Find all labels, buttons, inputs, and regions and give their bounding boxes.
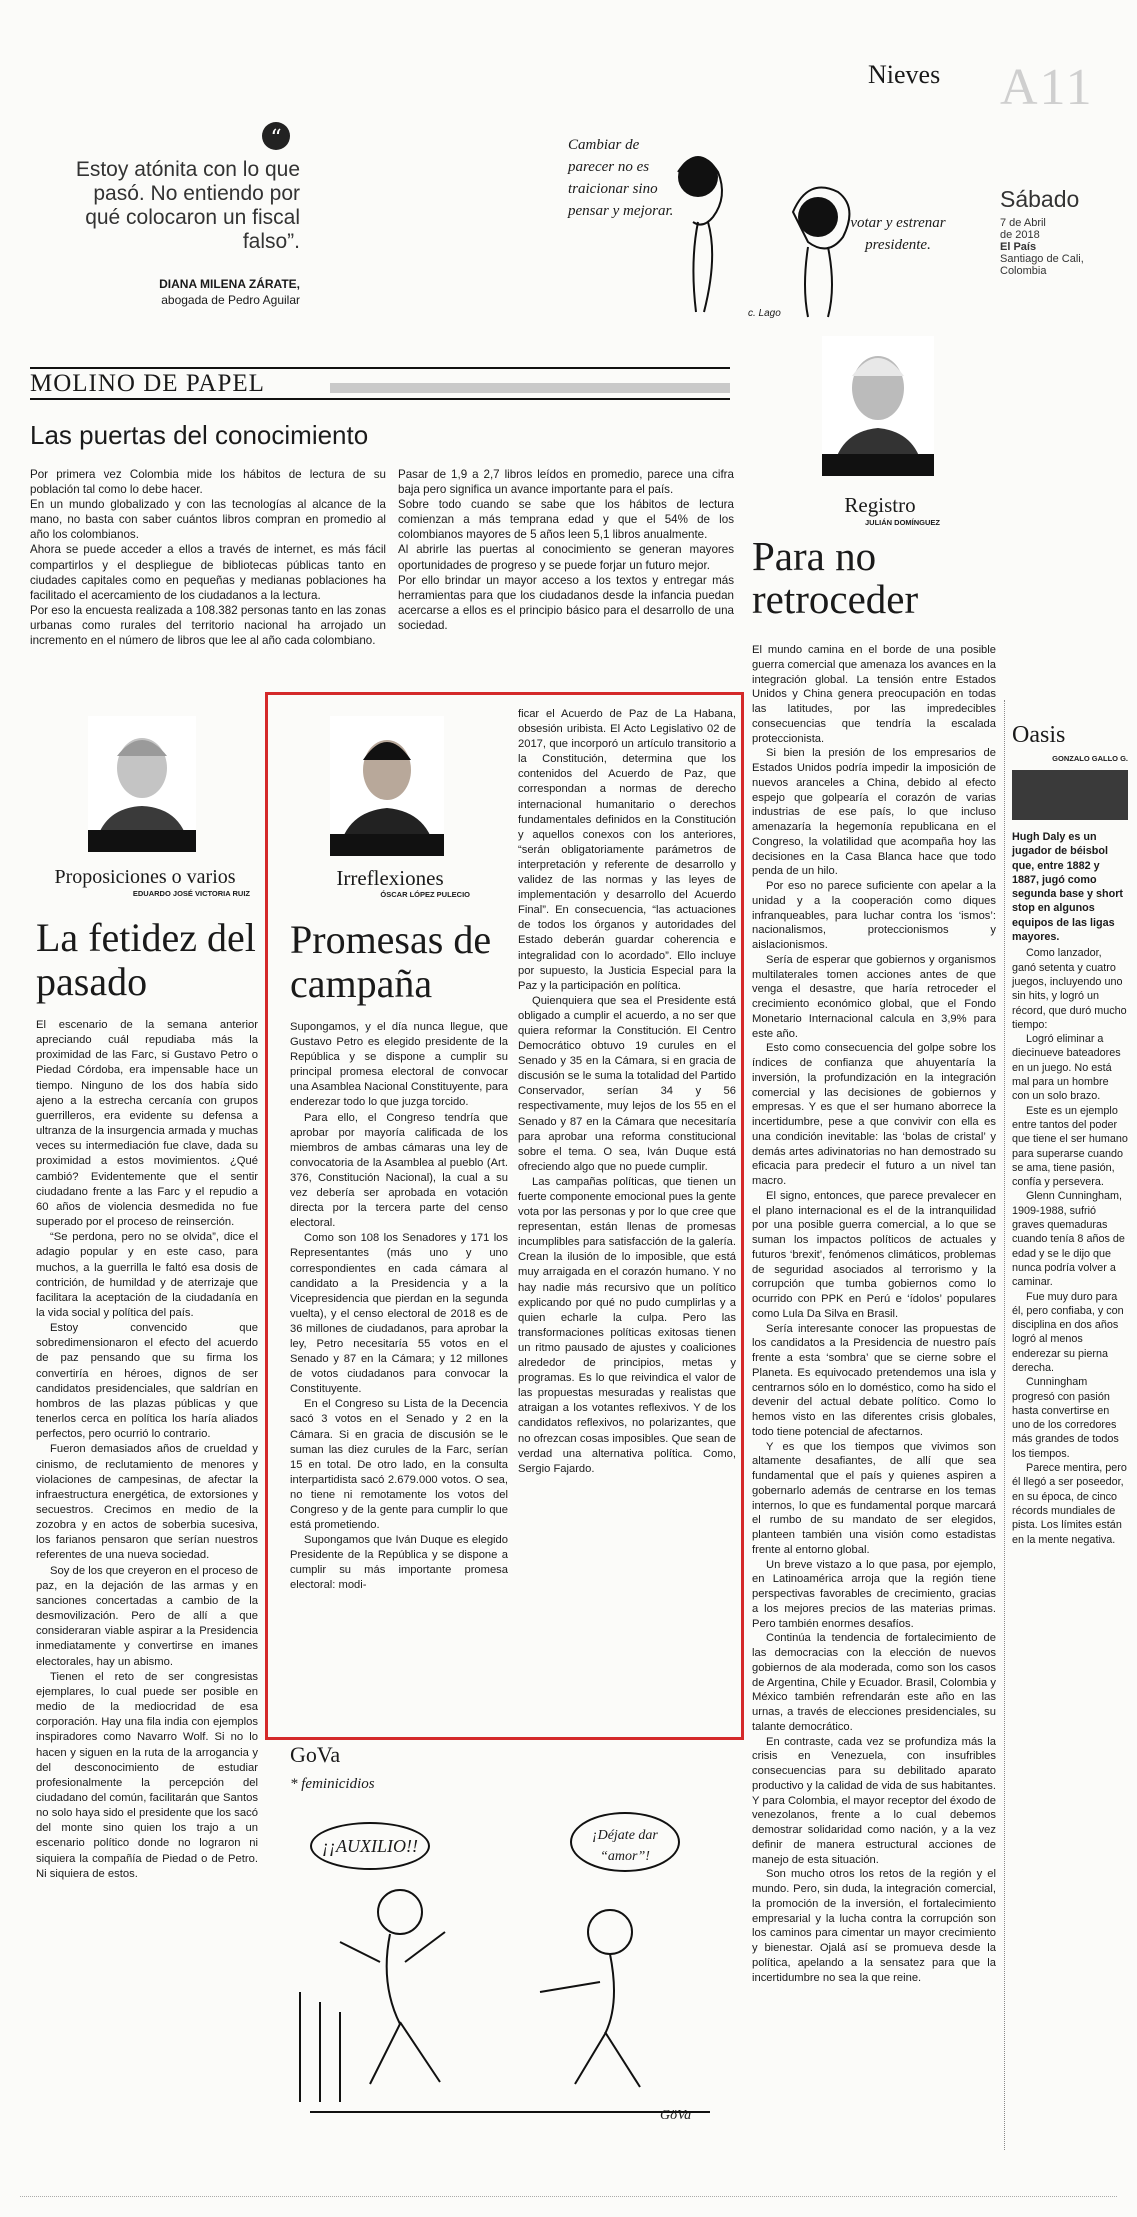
molino-col-2 [398,467,734,633]
oasis-paragraph: Glenn Cunningham, 1909-1988, sufrió graves quemaduras cuando tenía 8 años de edad y se le dijo que nunca podría volver a caminar. [1012,1190,1125,1289]
molino-paragraph: Por primera vez Colombia mide los hábitos de lectura de su población tal como lo debe hacer. [30,468,386,497]
molino-paragraph: Sobre todo cuando se sabe que los hábitos de lectura comienzan a más temprana edad y que el 54% de los colombianos mayores de 5 años leen 5,1 libros anualmente. [398,498,734,542]
registro-photo [822,336,934,476]
quote-author: DIANA MILENA ZÁRATE, [159,277,300,291]
city-line-2: Colombia [1000,265,1047,277]
registro-paragraph: Continúa la tendencia de fortalecimiento de las democracias con la elección de nuevos gobiernos de ala moderada, como son los casos de Argentina, Chile y Ecuador. Brasil, Colombia y México también refrendarán este año en las urnas, a través de elecciones presidenciales, su talante democrático. [752,1632,996,1733]
banner-shade [330,383,730,393]
molino-paragraph: Pasar de 1,9 a 2,7 libros leídos en promedio, parece una cifra baja pero significa un avance importante para el país. [398,468,734,497]
molino-paragraph: Por eso la encuesta realizada a 108.382 personas tanto en las zonas urbanas como rurales del territorio nacional ha arrojado un incremento en el número de libros que lee al año cada colombiano. [30,603,386,648]
molino-paragraph: Al abrirle las puertas al conocimiento se generan mayores oportunidades de progreso y se puede forjar un futuro mejor. [398,543,734,572]
date-line-2: de 2018 [1000,229,1040,241]
page-number: A11 [1000,59,1094,116]
oasis-author: GONZALO GALLO G. [1052,754,1128,763]
bottom-rule [20,2196,1117,2197]
column-divider [1004,700,1005,2150]
registro-paragraph: El signo, entonces, que parece prevalecer en el plano internacional es el de la intranquilidad por una posible guerra comercial, a lo que se suman los impactos políticos de actuales y futuros ‘brexit’, fenómenos climáticos, problemas de seguridad asociados al terrorismo y la corrupción que tumba gobiernos como lo ocurrido con PPK en Perú e ‘ídolos’ populares como Lula Da Silva en Brasil. [752,1189,996,1320]
speech-bubble-right [570,1812,680,1872]
registro-paragraph: Esto como consecuencia del golpe sobre los índices de confianza que ahuyentaría la inversión, la profundización en la integración comercial y las decisiones de gobiernos y empresas. Y es que el ser humano aborrece la incertidumbre, pese a que convivir con ella es una condición inevitable: las ‘bolas de cristal’ y demás artes adivinatorias no han demostrado su eficacia para predecir el futuro a un nivel tan macro. [752,1042,996,1187]
proposiciones-paragraph: Estoy convencido que sobredimensionaron el efecto del acuerdo de paz pensando que su firma los convertiría en héroes, dignos de ser candidatos presidenciales, que saldrían en hombros de las plazas públicas y que tenerlos cerca en política los haría aliados perfectos, pero ocurrió lo contrario. [36,1322,258,1441]
bubble-right-text: ¡Déjate dar “amor”! [592,1828,658,1864]
registro-paragraph: Y es que los tiempos que vivimos son altamente desafiantes, de allí que sea fundamental que el país y quienes aspiren a gobernarlo además de centrarse en los temas internos, lo que es fundamental porque marcará el rumbo de su mandato de ser elegidos, planteen también una visión como estadistas frente al entorno global. [752,1440,996,1556]
quote-text: Estoy atónita con lo que pasó. No entiendo por qué colocaron un fiscal falso”. [75,158,300,253]
irreflexiones-paragraph: Supongamos, y el día nunca llegue, que Gustavo Petro es elegido presidente de la República y se dispone a cumplir su principal promesa electoral de convocar una Asamblea Nacional Constituyente, para enderezar todo lo que juzga torcido. [290,1021,508,1109]
oasis-paragraph: Logró eliminar a diecinueve bateadores en un juego. No está mal para un hombre con un solo brazo. [1012,1033,1121,1103]
proposiciones-paragraph: “Se perdona, pero no se olvida”, dice el adagio popular y en este caso, para muchos, a la guerrilla le faltó esa dosis de contrición, de humildad y de aterrizaje que facilitara la aceptación de la ciudadanía en la vida social y política del país. [36,1231,258,1319]
proposiciones-paragraph: El escenario de la semana anterior apreciando cuál repudiaba más la proximidad de las Farc, si Gustavo Petro o Piedad Córdoba, era impensable hace un tiempo. Ninguno de los dos había sido ajeno a la estrecha cercanía con grupos guerrilleros, era evidente su defensa a ultranza de la insurgencia armada y muchas veces su intermediación fue clave, dada su proximidad a estos movimientos. ¿Qué cambió? Evidentemente que el sentir ciudadano frente a las Farc y el repudio a 60 años de violencia desmedida no fue superado por el proceso de reinserción. [36,1019,258,1229]
irreflexiones-col-1 [290,1020,508,1594]
speech-bubble-left [310,1822,430,1870]
molino-col-1 [30,467,386,648]
day-label: Sábado [1000,186,1080,212]
section-name: Nieves [868,60,941,89]
oasis-lead: Hugh Daly es un jugador de béisbol que, entre 1882 y 1887, jugó como segunda base y short stop en algunos equipos de las ligas mayores. [1012,831,1124,944]
proposiciones-body [36,1018,258,1882]
molino-paragraph: Por ello brindar un mayor acceso a los textos y entregar más herramientas para que los ciudadanos desde la infancia puedan acercarse a ellos es el principio básico para el desarrollo de una sociedad. [398,573,734,632]
cartoon-signature: c. Lago [748,308,781,319]
registro-paragraph: Sería interesante conocer las propuestas de los candidatos a la Presidencia de nuestro país frente a esta ‘sombra’ que se cierne sobre el Planeta. Es equivocado pretendemos una isla y centrarnos sólo en lo doméstico, como ha sido el devenir del actual debate político. Como lo hemos visto en las diferentes crisis globales, todo tiene potencial de afectarnos. [752,1322,996,1438]
proposiciones-paragraph: Tienen el reto de ser congresistas ejemplares, lo cual puede ser posible en medio de la mediocridad de esa corporación. Hay una fila india con ejemplos inspiradores como Navarro Wolf. Si no lo hacen y siguen en la ruta de la arrogancia y del desconocimiento de estudiar profesionalmente la percepción del ciudadano del común, facilitarán que Santos no solo haya sido el presidente que los sacó del monte sino quien los trajo a un escenario político donde no lograron ni siquiera la compañía de Piedad o de Petro. Ni siquiera de estos. [36,1670,258,1880]
gova-caption: * feminicidios [290,1776,375,1792]
gova-cartoon [280,1772,740,2142]
irreflexiones-paragraph: ficar el Acuerdo de Paz de La Habana, obsesión uribista. El Acto Legislativo 02 de 2017, que incorporó un artículo transitorio a la Constitución, determina que los contenidos del Acuerdo de Paz, que correspondan a normas de derecho internacional humanitario o derechos fundamentales definidos en la Constitución y aquellos conexos con los anteriores, “serán obligatoriamente parámetros de interpretación y referente de desarrollo y validez de las normas y las leyes de implementación y desarrollo del Acuerdo Final”. En consecuencia, “las actuaciones de todos los órganos y autoridades del Estado deberán guardar coherencia e integralidad con lo acordado”. Ello incluye por supuesto, la Justicia Especial para la Paz y la participación en política. [518,708,736,992]
date-block [1000,186,1120,277]
registro-paragraph: Son mucho otros los retos de la región y el mundo. Pero, sin duda, la integración comercial, la promoción de la inversión, el fortalecimiento empresarial y la lucha contra la corrupción son los caminos para cimentar un mayor crecimiento y bienestar. Ojalá así se promueva desde la política, apelando a la sensatez para que la incertidumbre no sea la que reine. [752,1868,996,1984]
proposiciones-column-name: Proposiciones o varios [54,866,236,888]
paper-name: El País [1000,241,1037,253]
proposiciones-paragraph: Soy de los que creyeron en el proceso de paz, en la dejación de las armas y en sanciones concertadas a cambio de la desmovilización. Pero de allí a que consideraran viable aspirar a la Presidencia inmediatamente y convertirse en imanes electorales, hay un abismo. [36,1564,258,1668]
gova-drawing [280,1872,740,2142]
registro-body [752,643,996,1985]
registro-headline: Para no retroceder [752,533,919,622]
oasis-body [1012,830,1128,1547]
gova-signature: GöVa [660,2108,692,2123]
oasis-paragraph: Como lanzador, ganó setenta y cuatro juegos, incluyendo uno sin hits, y logró un récord, que duró mucho tiempo: [1012,947,1127,1031]
irreflexiones-paragraph: Las campañas políticas, que tienen un fuerte componente emocional pues la gente vota por las personas y por lo que cree que representan, están llenas de promesas incumplibles para satisfacción de la galería. Crean la ilusión de lo imposible, que está muy arraigada en el corazón humano. Y no hay nadie más recursivo que un político explicando por qué no pudo cumplirlas y a quien echarle la culpa. Pero las transformaciones políticas exitosas tienen un ritmo pausado de ajustes y coaliciones alrededor de principios, metas y programas. Es lo que reivindica el valor de las propuestas mesuradas y realistas que atraigan a los votantes reflexivos. Y de los candidatos reflexivos, no polarizantes, que no ofrezcan cosas imposibles. Que sean de verdad una alternativa política. Como, Sergio Fajardo. [518,1175,736,1475]
irreflexiones-photo [330,716,444,856]
top-cartoon [548,112,948,332]
irreflexiones-paragraph: En el Congreso su Lista de la Decencia sacó 3 votos en el Senado y 2 en la Cámara. Si en gracia de discusión se le suman las diez curules de la Farc, serían 15 en total. De otro lado, en la consulta interpartidista sacó 2.679.000 votos. O sea, no tiene ni remotamente los votos del Congreso y de la gente para cumplir lo que está prometiendo. [290,1398,508,1532]
proposiciones-photo [88,716,196,852]
oasis-paragraph: Fue muy duro para él, pero confiaba, y con disciplina en dos años logró al menos enderezar su pierna derecha. [1012,1290,1124,1374]
irreflexiones-paragraph: Como son 108 los Senadores y 171 los Representantes (más uno y uno correspondientes en cada cámara al candidato a la Presidencia y a la Vicepresidencia que pierdan en la segunda vuelta), y el censo electoral de 2018 es de 36 millones de ciudadanos, para aprobar la ley, Petro necesitaría 55 votos en el Senado y 87 en la Cámara; y 12 millones de votos ciudadanos para convocar la Constituyente. [290,1232,508,1396]
oasis-paragraph: Cunningham progresó con pasión hasta convertirse en uno de los corredores más grandes de todos los tiempos. [1012,1376,1119,1460]
registro-paragraph: En contraste, cada vez se profundiza más la crisis en Venezuela, con insufribles consecuencias para su debilitado aparato productivo y la calidad de vida de sus habitantes. Y para Colombia, el mayor receptor del éxodo de venezolanos, frente a lo cual debemos demostrar solidaridad como nación, y a la vez definir de manera estructural acciones de manejo de esta situación. [752,1735,996,1866]
molino-banner [30,367,730,400]
oasis-shade-bar [1012,770,1128,820]
quote-role: abogada de Pedro Aguilar [161,293,300,307]
irreflexiones-headline: Promesas de campaña [290,917,492,1006]
molino-paragraph: Ahora se puede acceder a ellos a través de internet, es más fácil compartirlos y el despliegue de bibliotecas públicas tanto en ciudades capitales como en pequeñas y medianas poblaciones ha facilitado el acercamiento de los ciudadanos a la lectura. [30,543,386,602]
oasis-paragraph: Este es un ejemplo entre tantos del poder que tiene el ser humano para superarse cuando se ama, tiene pasión, confía y persevera. [1012,1104,1128,1189]
irreflexiones-column-name: Irreflexiones [336,866,444,890]
registro-author: JULIÁN DOMÍNGUEZ [865,518,940,527]
quote-icon: “ [262,122,290,150]
cartoon-left-text: Cambiar de parecer no es traicionar sino pensar y mejorar. [568,137,674,219]
molino-headline: Las puertas del conocimiento [30,420,369,450]
irreflexiones-paragraph: Supongamos que Iván Duque es elegido Presidente de la República y se dispone a cumplir su más importante promesa electoral: modi- [290,1534,508,1592]
irreflexiones-col-2 [518,707,736,1477]
irreflexiones-paragraph: Quienquiera que sea el Presidente está obligado a cumplir el acuerdo, a no ser que quiera reformar la Constitución. El Centro Democrático obtuvo 19 curules en el Senado y 35 en la Cámara, si en gracia de discusión se le suma la totalidad del Partido Conservador, serían 34 y 56 respectivamente, muy lejos de los 55 en el Senado y 87 en la Cámara que necesitaría para aprobar una reforma constitucional sobre el tema. O sea, Iván Duque está ofreciendo algo que no puede cumplir. [518,994,736,1173]
molino-paragraph: En un mundo globalizado y con las tecnologías al alcance de la mano, no basta con saber cuántos libros compran en promedio al año los colombianos. [30,498,386,542]
proposiciones-headline: La fetidez del pasado [36,915,256,1004]
irreflexiones-author: ÓSCAR LÓPEZ PULECIO [380,890,470,899]
registro-column-name: Registro [844,493,916,517]
molino-banner-title: MOLINO DE PAPEL [30,370,265,397]
cartoon-right-text: votar y estrenar presidente. [850,215,946,253]
oasis-column-name: Oasis [1012,722,1066,748]
registro-paragraph: Sería de esperar que gobiernos y organismos multilaterales tomen acciones antes de que venga el desastre, que haría retroceder el crecimiento económico global, que el Fondo Monetario Internacional calcula en 3,9% para este año. [752,953,996,1040]
oasis-paragraph: Parece mentira, pero él llegó a ser poseedor, en su época, de cinco récords mundiales de pista. Los límites están en la mente negativa. [1012,1462,1127,1546]
proposiciones-author: EDUARDO JOSÉ VICTORIA RUIZ [132,889,250,898]
registro-paragraph: Un breve vistazo a lo que pasa, por ejemplo, en Latinoamérica arroja que la región tiene perspectivas favorables de crecimiento, gracias a los mejores precios de las materias primas. Pero también enormes desafíos. [752,1558,996,1630]
proposiciones-paragraph: Fueron demasiados años de crueldad y cinismo, de reclutamiento de menores y violaciones de campesinas, de afectar la infraestructura energética, de extorsiones y secuestros. Crecimos en medio de la zozobra y en actos de soberbia sucesiva, los farianos pensaron que serían nuestros referentes de una nueva sociedad. [36,1443,258,1562]
bubble-left-text: ¡¡AUXILIO!! [322,1836,418,1856]
registro-paragraph: Si bien la presión de los empresarios de Estados Unidos podría impedir la imposición de nuevos aranceles a China, debido al efecto espejo que golpearía el corazón de varias industrias de ese país, lo que incluso amenazaría la hegemonía republicana en el Congreso, la volatilidad que acompaña hoy las decisiones en la Casa Blanca hace que todo penda de un hilo. [752,747,996,878]
date-line-1: 7 de Abril [1000,217,1046,229]
registro-paragraph: El mundo camina en el borde de una posible guerra comercial que amenaza los avances en la integración global. La tensión entre Estados Unidos y China genera preocupación en todas las latitudes, por las impredecibles consecuencias que tendría la escalada proteccionista. [752,644,996,745]
irreflexiones-paragraph: Para ello, el Congreso tendría que aprobar por mayoría calificada de los miembros de ambas cámaras una ley de convocatoria de la Asamblea al pueblo (Art. 376, Constitución Nacional), la cual a su vez debería ser aprobada en votación directa por la tercera parte del censo electoral. [290,1111,508,1230]
city-line-1: Santiago de Cali, [1000,253,1084,265]
gova-label: GoVa [290,1742,341,1767]
registro-paragraph: Por eso no parece suficiente con apelar a la unidad y a la cooperación como diques infranqueables, para luchar contra los ‘ismos’: nacionalismos, proteccionismos y aislacionismos. [752,880,996,951]
